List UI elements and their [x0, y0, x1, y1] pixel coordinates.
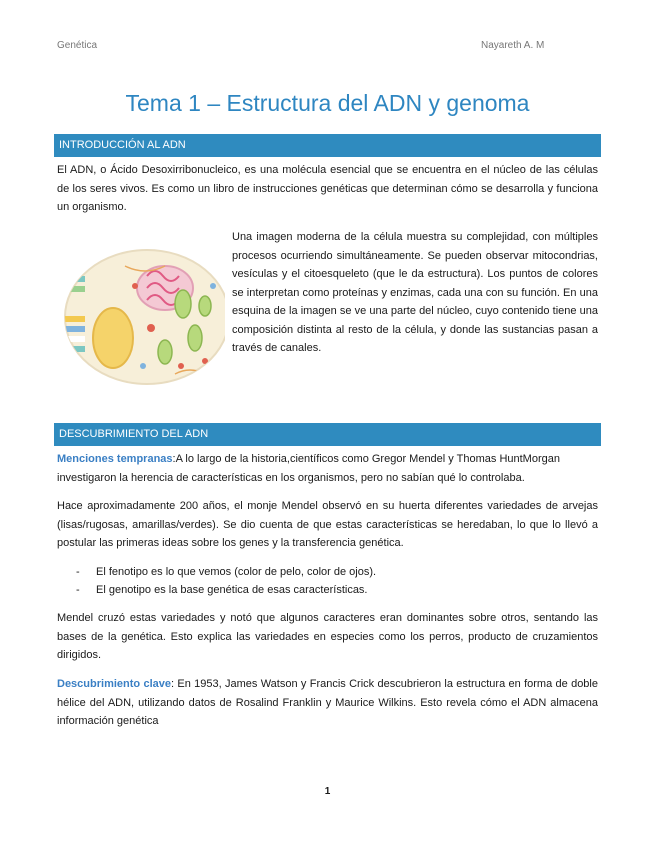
- list-item: - El fenotipo es lo que vemos (color de pelo, color de ojos).: [76, 566, 377, 578]
- section-heading-discovery: DESCUBRIMIENTO DEL ADN: [54, 423, 601, 446]
- key-discovery-paragraph: [57, 675, 598, 731]
- cell-illustration: [55, 246, 225, 386]
- cell-description-paragraph: Una imagen moderna de la célula muestra su complejidad, con múltiples procesos ocurriendo simultáneamente. Se pueden observar mitocondrias, vesículas y el citoesqueleto (que le da estructura). Los puntos de colores se interpretan como proteínas y enzimas, cada una con su función. En una esquina de la imagen se ve una parte del núcleo, cuyo contenido tiene una composición distinta al resto de la célula, y donde las sustancias pasan a través de canales.: [232, 231, 598, 354]
- section-heading-intro: INTRODUCCIÓN AL ADN: [54, 134, 601, 157]
- header-author: Nayareth A. M: [481, 40, 545, 51]
- header-subject: Genética: [57, 40, 98, 51]
- key-discovery-label: Descubrimiento clave: [57, 678, 171, 690]
- early-mentions-paragraph: [57, 450, 598, 487]
- mendel-paragraph: Hace aproximadamente 200 años, el monje Mendel observó en su huerta diferentes variedades de arvejas (lisas/rugosas, amarillas/verdes). Se dio cuenta de que estas características se heredaban, lo que lo llevó a postular las primeras ideas sobre los genes y la transferencia genética.: [57, 500, 598, 549]
- page-title: Tema 1 – Estructura del ADN y genoma: [125, 90, 530, 116]
- early-mentions-label: Menciones tempranas: [57, 453, 173, 465]
- page-number: 1: [324, 786, 331, 797]
- early-mentions-text: :A lo largo de la historia,científicos como Gregor Mendel y Thomas HuntMorgan investigaron la herencia de características en los organismos, pero no sabían qué lo controlaba.: [57, 453, 560, 484]
- cross-paragraph: Mendel cruzó estas variedades y notó que algunos caracteres eran dominantes sobre otros, sentando las bases de la genética. Esto explica las variedades en especies como los perros, producto de cruzamientos dirigidos.: [57, 612, 598, 661]
- list-item: - El genotipo es la base genética de esas características.: [76, 584, 368, 596]
- key-discovery-text: : En 1953, James Watson y Francis Crick descubrieron la estructura en forma de doble hélice del ADN, utilizando datos de Rosalind Franklin y Maurice Wilkins. Esto revela cómo el ADN almacena información genética: [57, 678, 598, 727]
- intro-paragraph: El ADN, o Ácido Desoxirribonucleico, es una molécula esencial que se encuentra en el núcleo de las células de los seres vivos. Es como un libro de instrucciones genéticas que determinan cómo se desarrolla y funciona un organismo.: [57, 164, 598, 213]
